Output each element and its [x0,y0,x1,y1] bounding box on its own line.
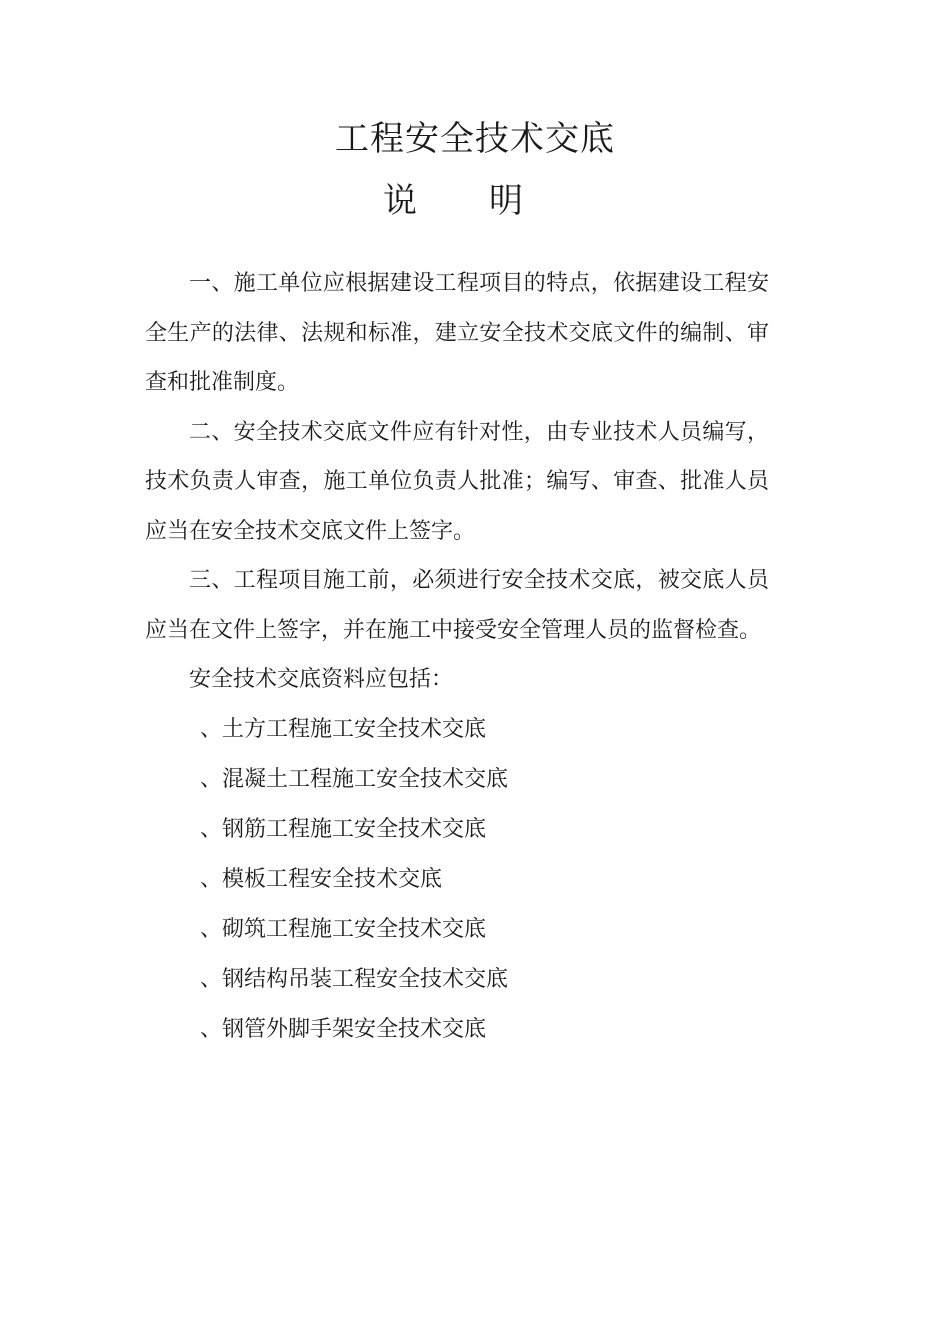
list-item: 、混凝土工程施工安全技术交底 [200,766,509,792]
paragraph-1: 一、施工单位应根据建设工程项目的特点，依据建设工程安全生产的法律、法规和标准，建立安全技术交底文件的编制、审查和批准制度。 [145,271,769,395]
document-title: 工程安全技术交底 [335,119,615,159]
subtitle-char-1: 说 [383,181,417,221]
list-item: 、钢筋工程施工安全技术交底 [200,816,487,842]
subtitle-char-2: 明 [489,181,523,221]
list-item: 、土方工程施工安全技术交底 [200,716,487,742]
list-intro: 安全技术交底资料应包括： [189,667,454,692]
list-item: 、钢管外脚手架安全技术交底 [200,1016,487,1042]
document-body [145,259,769,1055]
list-item: 、模板工程安全技术交底 [200,866,443,892]
paragraph-3: 三、工程项目施工前，必须进行安全技术交底，被交底人员应当在文件上签字，并在施工中接受安全管理人员的监督检查。 [145,568,769,643]
disclosure-list [145,705,769,1055]
list-item: 、钢结构吊装工程安全技术交底 [200,966,509,992]
document-subtitle [383,174,533,228]
paragraph-2: 二、安全技术交底文件应有针对性，由专业技术人员编写，技术负责人审查，施工单位负责人批准；编写、审查、批准人员应当在安全技术交底文件上签字。 [145,419,769,544]
list-item: 、砌筑工程施工安全技术交底 [200,916,487,942]
